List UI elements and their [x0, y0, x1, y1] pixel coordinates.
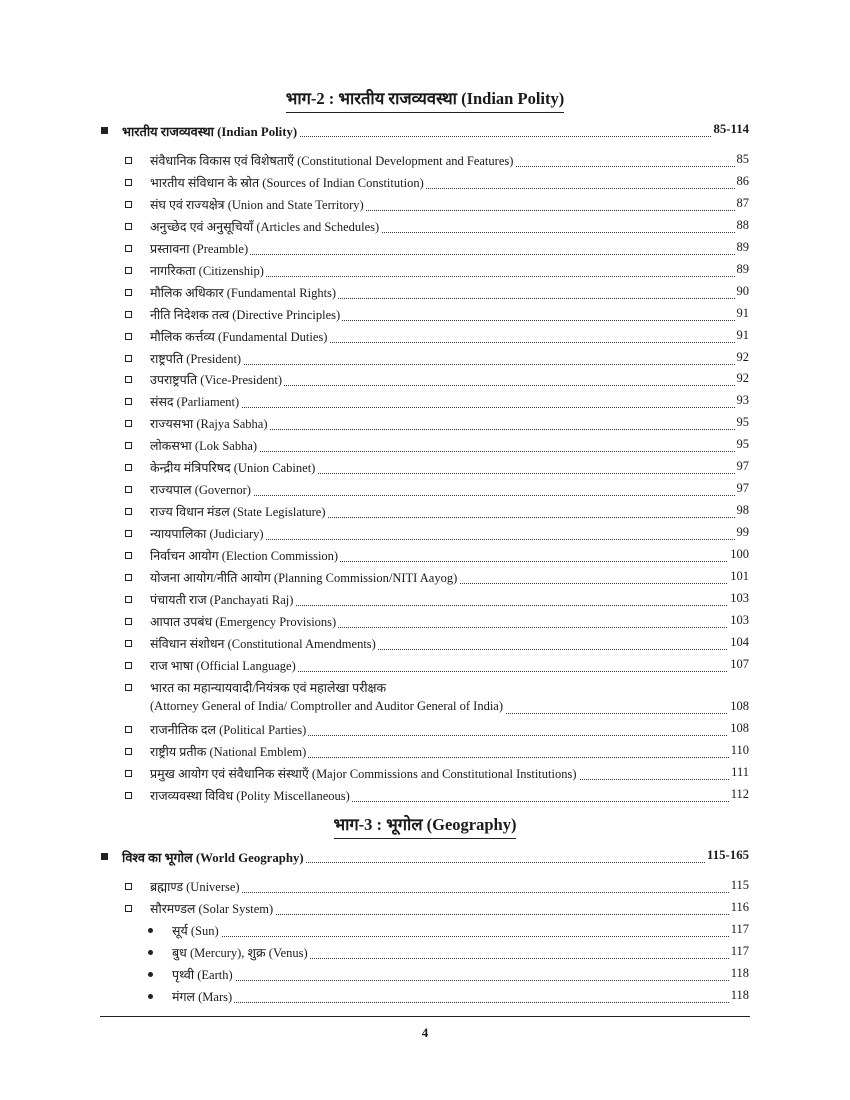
- entry-title: भारत का महान्यायवादी/नियंत्रक एवं महालेखा परीक्षक: [150, 681, 387, 695]
- entry-title: उपराष्ट्रपति (Vice-President): [150, 373, 283, 387]
- entry-title: संविधान संशोधन (Constitutional Amendments): [150, 637, 376, 651]
- hollow-square-bullet-icon: [125, 355, 132, 362]
- page-ref: 111: [731, 765, 749, 779]
- toc-entry[interactable]: [0, 787, 850, 807]
- hollow-square-bullet-icon: [125, 574, 132, 581]
- dot-bullet-icon: [148, 994, 153, 999]
- page-ref: 86: [736, 174, 749, 188]
- hollow-square-bullet-icon: [125, 223, 132, 230]
- toc-entry[interactable]: [0, 415, 850, 435]
- toc-entry[interactable]: [0, 152, 850, 172]
- hollow-square-bullet-icon: [125, 530, 132, 537]
- toc-entry[interactable]: [0, 765, 850, 785]
- hollow-square-bullet-icon: [125, 311, 132, 318]
- entry-title: राजनीतिक दल (Political Parties): [150, 723, 307, 737]
- dot-bullet-icon: [148, 972, 153, 977]
- toc-entry[interactable]: [0, 721, 850, 741]
- toc-entry[interactable]: [0, 437, 850, 457]
- entry-title: केन्द्रीय मंत्रिपरिषद (Union Cabinet): [150, 461, 316, 475]
- toc-entry[interactable]: [0, 743, 850, 763]
- dot-leader: [172, 922, 749, 937]
- page-ref: 91: [736, 306, 749, 320]
- page-ref: 85: [736, 152, 749, 166]
- entry-title: राज्यसभा (Rajya Sabha): [150, 417, 268, 431]
- page-ref: 97: [736, 459, 749, 473]
- page-ref: 98: [736, 503, 749, 517]
- toc-entry[interactable]: [0, 657, 850, 677]
- hollow-square-bullet-icon: [125, 662, 132, 669]
- hollow-square-bullet-icon: [125, 684, 132, 691]
- entry-title: भारतीय संविधान के स्रोत (Sources of Indian Constitution): [150, 176, 424, 190]
- toc-entry[interactable]: [0, 393, 850, 413]
- hollow-square-bullet-icon: [125, 508, 132, 515]
- toc-entry[interactable]: [0, 900, 850, 920]
- dot-leader: [172, 966, 749, 981]
- page-ref: 99: [736, 525, 749, 539]
- section-heading-polity: भाग-2 : भारतीय राजव्यवस्था (Indian Polity): [0, 86, 850, 113]
- hollow-square-bullet-icon: [125, 464, 132, 471]
- section-heading-geography: भाग-3 : भूगोल (Geography): [0, 812, 850, 839]
- entry-title: पंचायती राज (Panchayati Raj): [150, 593, 294, 607]
- hollow-square-bullet-icon: [125, 267, 132, 274]
- entry-title: संसद (Parliament): [150, 395, 240, 409]
- page-ref: 115-165: [707, 848, 749, 862]
- toc-entry[interactable]: [0, 591, 850, 611]
- entry-title: नीति निदेशक तत्व (Directive Principles): [150, 308, 341, 322]
- entry-title: योजना आयोग/नीति आयोग (Planning Commission/NITI Aayog): [150, 571, 458, 585]
- entry-title: प्रस्तावना (Preamble): [150, 242, 249, 256]
- entry-title: राज्यपाल (Governor): [150, 483, 251, 497]
- entry-title: मौलिक कर्त्तव्य (Fundamental Duties): [150, 330, 328, 344]
- entry-title: संवैधानिक विकास एवं विशेषताएँ (Constitutional Development and Features): [150, 154, 514, 168]
- entry-title: राष्ट्रीय प्रतीक (National Emblem): [150, 745, 307, 759]
- hollow-square-bullet-icon: [125, 770, 132, 777]
- page-ref: 117: [730, 944, 749, 958]
- hollow-square-bullet-icon: [125, 201, 132, 208]
- dot-bullet-icon: [148, 950, 153, 955]
- entry-title: मौलिक अधिकार (Fundamental Rights): [150, 286, 337, 300]
- page-ref: 93: [736, 393, 749, 407]
- page-ref: 117: [730, 922, 749, 936]
- hollow-square-bullet-icon: [125, 596, 132, 603]
- footer-divider: [100, 1016, 750, 1017]
- page-ref: 104: [730, 635, 749, 649]
- toc-entry[interactable]: [0, 196, 850, 216]
- entry-title: संघ एवं राज्यक्षेत्र (Union and State Territory): [150, 198, 364, 212]
- entry-title: अनुच्छेद एवं अनुसूचियाँ (Articles and Schedules): [150, 220, 380, 234]
- hollow-square-bullet-icon: [125, 792, 132, 799]
- toc-entry[interactable]: [0, 569, 850, 589]
- page-ref: 87: [736, 196, 749, 210]
- toc-entry[interactable]: [0, 547, 850, 567]
- page-ref: 90: [736, 284, 749, 298]
- dot-bullet-icon: [148, 928, 153, 933]
- entry-title: (Attorney General of India/ Comptroller and Auditor General of India): [150, 699, 504, 713]
- page-number: 4: [421, 1025, 429, 1040]
- toc-entry[interactable]: [0, 503, 850, 523]
- entry-title: बुध (Mercury), शुक्र (Venus): [172, 946, 308, 960]
- hollow-square-bullet-icon: [125, 640, 132, 647]
- page-ref: 107: [730, 657, 749, 671]
- toc-entry[interactable]: [0, 284, 850, 304]
- hollow-square-bullet-icon: [125, 883, 132, 890]
- entry-title: न्यायपालिका (Judiciary): [150, 527, 264, 541]
- hollow-square-bullet-icon: [125, 333, 132, 340]
- toc-entry-continuation[interactable]: [0, 699, 850, 719]
- square-bullet-icon: [101, 853, 108, 860]
- page-ref: 91: [736, 328, 749, 342]
- toc-entry[interactable]: [0, 306, 850, 326]
- page-ref: 95: [736, 437, 749, 451]
- hollow-square-bullet-icon: [125, 726, 132, 733]
- hollow-square-bullet-icon: [125, 486, 132, 493]
- entry-title: राष्ट्रपति (President): [150, 352, 242, 366]
- entry-title: लोकसभा (Lok Sabha): [150, 439, 258, 453]
- toc-entry[interactable]: [0, 679, 850, 699]
- page-ref: 92: [736, 371, 749, 385]
- entry-title: भारतीय राजव्यवस्था (Indian Polity): [122, 122, 299, 140]
- page-ref: 103: [730, 591, 749, 605]
- page-ref: 89: [736, 262, 749, 276]
- toc-entry[interactable]: [0, 262, 850, 282]
- hollow-square-bullet-icon: [125, 748, 132, 755]
- page-ref: 110: [730, 743, 749, 757]
- page-ref: 108: [730, 699, 749, 713]
- toc-subentry[interactable]: [0, 922, 850, 942]
- toc-entry[interactable]: [0, 328, 850, 348]
- hollow-square-bullet-icon: [125, 618, 132, 625]
- entry-title: सौरमण्डल (Solar System): [150, 902, 274, 916]
- square-bullet-icon: [101, 127, 108, 134]
- toc-entry[interactable]: [0, 459, 850, 479]
- entry-title: सूर्य (Sun): [172, 924, 219, 938]
- entry-title: आपात उपबंध (Emergency Provisions): [150, 615, 337, 629]
- entry-title: विश्व का भूगोल (World Geography): [122, 848, 306, 866]
- toc-entry[interactable]: [0, 174, 850, 194]
- hollow-square-bullet-icon: [125, 442, 132, 449]
- hollow-square-bullet-icon: [125, 398, 132, 405]
- entry-title: निर्वाचन आयोग (Election Commission): [150, 549, 339, 563]
- toc-entry[interactable]: [0, 240, 850, 260]
- toc-entry[interactable]: [0, 481, 850, 501]
- hollow-square-bullet-icon: [125, 179, 132, 186]
- hollow-square-bullet-icon: [125, 289, 132, 296]
- hollow-square-bullet-icon: [125, 552, 132, 559]
- page-ref: 101: [730, 569, 749, 583]
- page-ref: 116: [730, 900, 749, 914]
- page-ref: 85-114: [713, 122, 749, 136]
- page-ref: 118: [730, 988, 749, 1002]
- toc-entry[interactable]: [0, 613, 850, 633]
- page-ref: 112: [730, 787, 749, 801]
- hollow-square-bullet-icon: [125, 157, 132, 164]
- hollow-square-bullet-icon: [125, 245, 132, 252]
- toc-main-entry[interactable]: [0, 122, 850, 142]
- page-ref: 100: [730, 547, 749, 561]
- toc-subentry[interactable]: [0, 988, 850, 1008]
- entry-title: मंगल (Mars): [172, 990, 233, 1004]
- page-ref: 92: [736, 350, 749, 364]
- hollow-square-bullet-icon: [125, 376, 132, 383]
- hollow-square-bullet-icon: [125, 905, 132, 912]
- page-ref: 108: [730, 721, 749, 735]
- toc-subentry[interactable]: [0, 966, 850, 986]
- page-ref: 103: [730, 613, 749, 627]
- entry-title: राज भाषा (Official Language): [150, 659, 296, 673]
- entry-title: राज्य विधान मंडल (State Legislature): [150, 505, 326, 519]
- toc-entry[interactable]: [0, 635, 850, 655]
- page-ref: 118: [730, 966, 749, 980]
- page-ref: 97: [736, 481, 749, 495]
- entry-title: राजव्यवस्था विविध (Polity Miscellaneous): [150, 789, 350, 803]
- toc-entry[interactable]: [0, 371, 850, 391]
- entry-title: पृथ्वी (Earth): [172, 968, 233, 982]
- hollow-square-bullet-icon: [125, 420, 132, 427]
- dot-leader: [172, 988, 749, 1003]
- entry-title: प्रमुख आयोग एवं संवैधानिक संस्थाएँ (Major Commissions and Constitutional Institutions): [150, 767, 577, 781]
- toc-main-entry[interactable]: [0, 848, 850, 868]
- page-ref: 115: [730, 878, 749, 892]
- page-ref: 88: [736, 218, 749, 232]
- page-ref: 95: [736, 415, 749, 429]
- entry-title: ब्रह्माण्ड (Universe): [150, 880, 240, 894]
- entry-title: नागरिकता (Citizenship): [150, 264, 264, 278]
- toc-entry[interactable]: [0, 350, 850, 370]
- toc-entry[interactable]: [0, 878, 850, 898]
- toc-entry[interactable]: [0, 525, 850, 545]
- toc-subentry[interactable]: [0, 944, 850, 964]
- page-ref: 89: [736, 240, 749, 254]
- toc-entry[interactable]: [0, 218, 850, 238]
